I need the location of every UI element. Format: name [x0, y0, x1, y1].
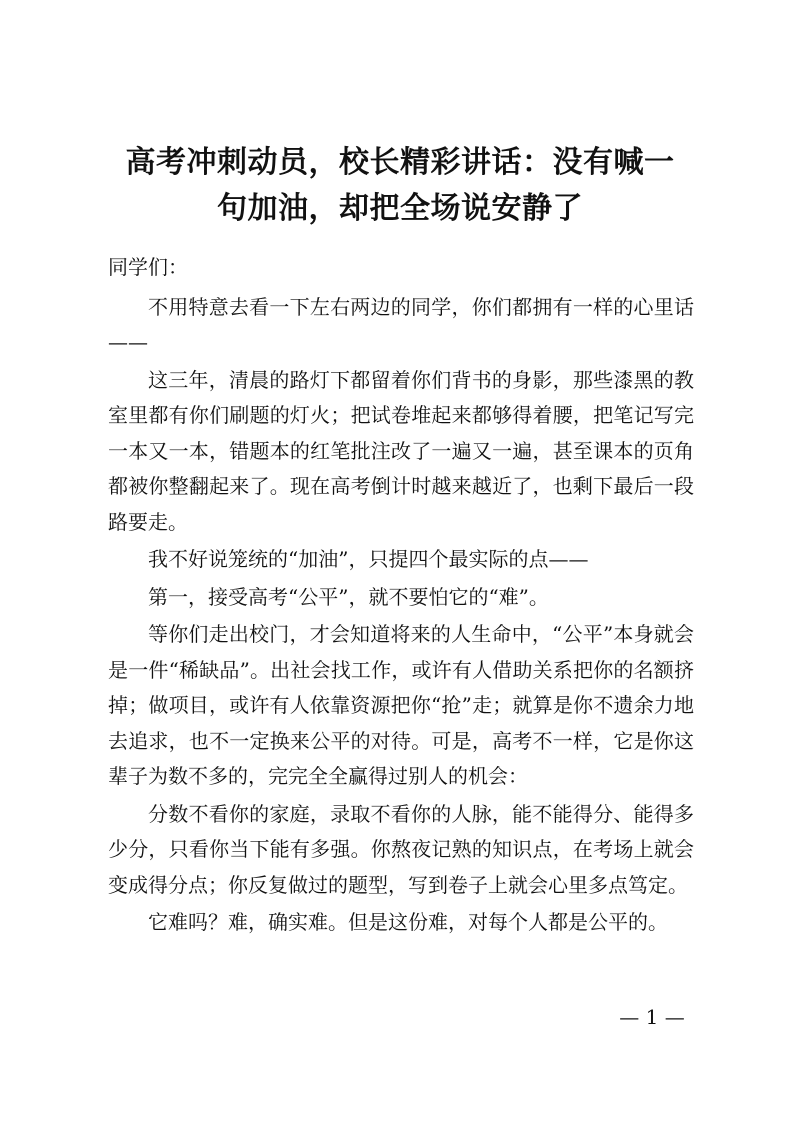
document-title [100, 140, 700, 232]
paragraph: 分数不看你的家庭，录取不看你的人脉，能不能得分、能得多少分，只看你当下能有多强。你熬夜记熟的知识点，在考场上就会变成得分点；你反复做过的题型，写到卷子上就会心里多点笃定。 [108, 801, 694, 897]
paragraph: 等你们走出校门，才会知道将来的人生命中，“公平”本身就会是一件“稀缺品”。出社会找工作，或许有人借助关系把你的名额挤掉；做项目，或许有人依靠资源把你“抢”走；就算是你不遗余力地去追求，也不一定换来公平的对待。可是，高考不一样，它是你这辈子为数不多的，完完全全赢得过别人的机会： [108, 622, 694, 788]
paragraph: 第一，接受高考“公平”，就不要怕它的“难”。 [148, 584, 549, 609]
paragraph: 我不好说笼统的“加油”，只提四个最实际的点—— [148, 547, 589, 571]
salutation: 同学们： [108, 255, 188, 279]
page-number: — 1 — [619, 1005, 685, 1029]
title-line-2: 句加油，却把全场说安静了 [217, 191, 583, 226]
document-body [108, 250, 694, 941]
paragraph: 不用特意去看一下左右两边的同学，你们都拥有一样的心里话—— [108, 294, 694, 354]
paragraph: 它难吗？难，确实难。但是这份难，对每个人都是公平的。 [148, 910, 668, 934]
title-line-1: 高考冲刺动员，校长精彩讲话：没有喊一 [125, 145, 675, 180]
paragraph: 这三年，清晨的路灯下都留着你们背书的身影，那些漆黑的教室里都有你们刷题的灯火；把试卷堆起来都够得着腰，把笔记写完一本又一本，错题本的红笔批注改了一遍又一遍，甚至课本的页角都被你整翻起来了。现在高考倒计时越来越近了，也剩下最后一段路要走。 [108, 367, 694, 534]
